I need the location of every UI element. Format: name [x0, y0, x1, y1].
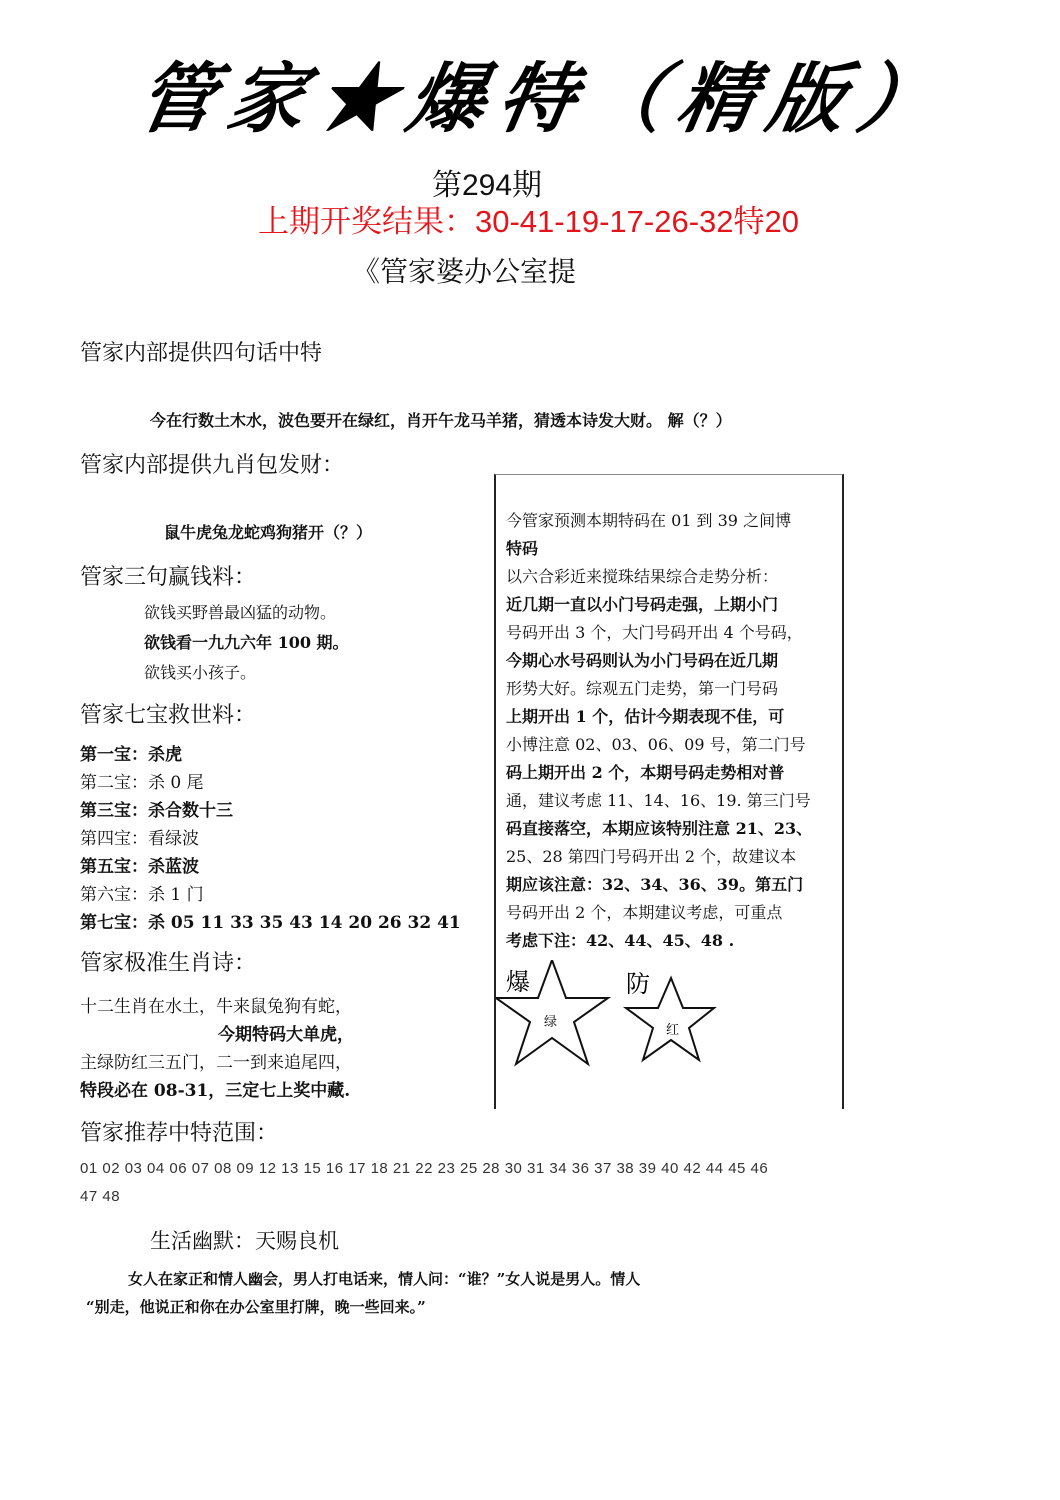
four-sentences-text: 今在行数土木水，波色要开在绿红，肖开午龙马羊猪，猜透本诗发大财。 解（？）: [150, 411, 732, 430]
four-sentences-heading: 管家内部提供四句话中特: [80, 341, 323, 366]
analysis-line: 号码开出 2 个，本期建议考虑，可重点: [506, 903, 783, 922]
treasure-item: 第六宝：杀 1 门: [80, 885, 204, 905]
range-line: 47 48: [80, 1188, 121, 1205]
analysis-line: 号码开出 3 个，大门号码开出 4 个号码，: [506, 623, 803, 642]
humor-line: 女人在家正和情人幽会，男人打电话来，情人问：“谁？”女人说是男人。情人: [128, 1270, 641, 1288]
treasure-item: 第三宝：杀合数十三: [80, 801, 233, 821]
star-bao-label: 爆: [506, 968, 530, 996]
analysis-line: 码上期开出 2 个，本期号码走势相对普: [506, 763, 785, 782]
analysis-line: 25、28 第四门号码开出 2 个，故建议本: [506, 847, 797, 866]
treasure-item: 第四宝：看绿波: [80, 829, 199, 849]
analysis-line: 特码: [506, 539, 539, 558]
zodiac-poem-line: 主绿防红三五门，二一到来追尾四，: [80, 1053, 352, 1073]
three-sentences-heading: 管家三句赢钱料：: [80, 565, 257, 590]
last-result: 上期开奖结果：30-41-19-17-26-32特20: [258, 204, 799, 239]
analysis-line: 近几期一直以小门号码走强，上期小门: [506, 595, 779, 614]
treasure-item: 第二宝：杀 0 尾: [80, 773, 204, 793]
treasure-item: 第五宝：杀蓝波: [80, 857, 199, 877]
analysis-line: 上期开出 1 个，估计今期表现不佳，可: [506, 707, 785, 726]
range-line: 01 02 03 04 06 07 08 09 12 13 15 16 17 18 21 22 23 25 28 30 31 34 36 37 38 39 40 42 44 45 46: [80, 1160, 769, 1177]
analysis-line: 今期心水号码则认为小门号码在近几期: [506, 651, 779, 670]
zodiac-poem-line: 今期特码大单虎，: [218, 1025, 354, 1045]
star-fang-inner: 红: [666, 1023, 680, 1038]
seven-treasures-heading: 管家七宝救世料：: [80, 703, 257, 728]
nine-zodiac-heading: 管家内部提供九肖包发财：: [80, 453, 345, 478]
star-fang-label: 防: [626, 970, 650, 998]
humor-title: 生活幽默：天赐良机: [150, 1229, 339, 1253]
analysis-line: 今管家预测本期特码在 01 到 39 之间博: [506, 511, 792, 530]
three-sentences-line: 欲钱买小孩子。: [144, 663, 257, 682]
analysis-line: 码直接落空，本期应该特别注意 21、23、: [506, 819, 813, 838]
analysis-line: 考虑下注：42、44、45、48 .: [506, 931, 735, 950]
analysis-line: 形势大好。综观五门走势，第一门号码: [506, 679, 779, 698]
analysis-line: 以六合彩近来搅珠结果综合走势分析：: [506, 567, 779, 586]
zodiac-poem-line: 十二生肖在水土，牛来鼠兔狗有蛇，: [80, 997, 352, 1017]
analysis-line: 小博注意 02、03、06、09 号，第二门号: [506, 735, 806, 754]
analysis-line: 通，建议考虑 11、14、16、19. 第三门号: [506, 791, 811, 810]
treasure-item: 第一宝：杀虎: [80, 745, 182, 765]
three-sentences-line: 欲钱买野兽最凶猛的动物。: [144, 603, 337, 622]
treasure-item: 第七宝：杀 05 11 33 35 43 14 20 26 32 41: [80, 913, 461, 933]
three-sentences-line: 欲钱看一九九六年 100 期。: [144, 633, 349, 652]
main-title: 管家★爆特（精版）: [131, 54, 957, 143]
issue-number: 第294期: [432, 169, 543, 202]
stars-graphic: [496, 960, 736, 1072]
nine-zodiac-text: 鼠牛虎兔龙蛇鸡狗猪开（？）: [164, 523, 373, 542]
humor-line: “别走，他说正和你在办公室里打牌，晚一些回来。”: [86, 1298, 426, 1316]
star-bao-inner: 绿: [544, 1015, 558, 1030]
range-heading: 管家推荐中特范围：: [80, 1121, 279, 1146]
zodiac-poem-line: 特段必在 08-31，三定七上奖中藏.: [80, 1081, 351, 1101]
zodiac-poem-heading: 管家极准生肖诗：: [80, 951, 257, 976]
office-title: 《管家婆办公室提: [352, 255, 577, 288]
analysis-line: 期应该注意：32、34、36、39。第五门: [506, 875, 804, 894]
